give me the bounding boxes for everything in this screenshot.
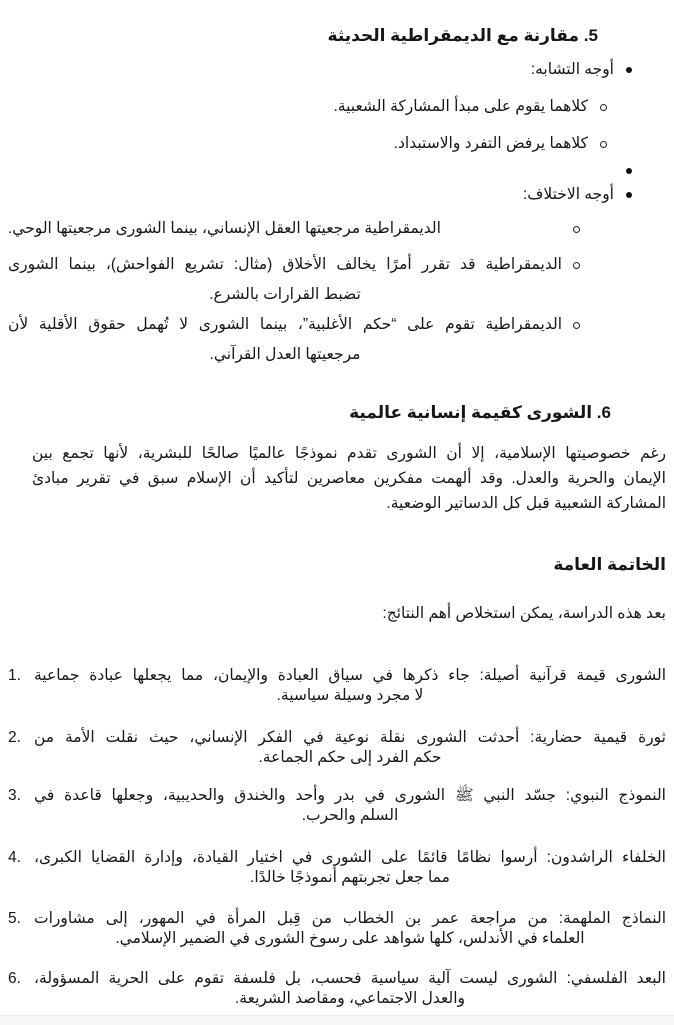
difference-item bbox=[8, 219, 562, 239]
conclusion-intro: بعد هذه الدراسة، يمكن استخلاص أهم النتائج: bbox=[382, 605, 666, 622]
difference-item bbox=[8, 315, 562, 365]
difference-item-line: تضبط القرارات بالشرع. bbox=[209, 286, 361, 303]
conclusion-item-line: البعد الفلسفي: الشورى ليست آلية سياسية فحسب، بل فلسفة تقوم على الحرية المسؤولة، bbox=[34, 970, 666, 987]
similarities-label-row bbox=[531, 60, 632, 80]
item-number: 1. bbox=[8, 667, 21, 684]
section-6-heading: 6. الشورى كقيمة إنسانية عالمية bbox=[349, 403, 611, 422]
conclusion-item bbox=[8, 909, 666, 949]
similarities-label: أوجه التشابه: bbox=[530, 61, 614, 78]
paragraph-line: الإيمان والحرية والعدل. وقد ألهمت مفكرين معاصرين لتأكيد أن الإسلام سبق في تقرير مبادئ bbox=[32, 470, 666, 487]
similarity-item-text: كلاهما يقوم على مبدأ المشاركة الشعبية. bbox=[333, 98, 588, 115]
paragraph-line: المشاركة الشعبية قبل كل الدساتير الوضعية. bbox=[386, 495, 666, 512]
conclusion-item-line: لا مجرد وسيلة سياسية. bbox=[276, 687, 424, 704]
similarity-item bbox=[394, 134, 607, 154]
conclusion-item-line: النموذج النبوي: جسّد النبي ﷺ الشورى في بدر وأحد والخندق والحديبية، وجعلها قاعدة في bbox=[34, 787, 666, 804]
conclusion-item-line: والعدل الاجتماعي، ومقاصد الشريعة. bbox=[234, 990, 466, 1007]
similarity-item-text: كلاهما يرفض التفرد والاستبداد. bbox=[393, 135, 588, 152]
paragraph-line: رغم خصوصيتها الإسلامية، إلا أن الشورى تقدم نموذجًا عالميًا صالحًا للبشرية، لأنها تجمع بين bbox=[32, 445, 666, 462]
item-number: 2. bbox=[8, 729, 21, 746]
bullet-icon bbox=[626, 168, 632, 174]
difference-item-line: الديمقراطية مرجعيتها العقل الإنساني، بينما الشورى مرجعيتها الوحي. bbox=[8, 220, 441, 237]
conclusion-item bbox=[8, 848, 666, 888]
difference-item-line: الديمقراطية تقوم على “حكم الأغلبية”، بينما الشورى لا تُهمل حقوق الأقلية لأن bbox=[8, 316, 562, 333]
difference-item-line: مرجعيتها العدل القرآني. bbox=[209, 346, 361, 363]
circle-bullet-icon bbox=[573, 226, 580, 233]
conclusion-item-line: العلماء في الأندلس، كلها شواهد على رسوخ الشورى في الضمير الإسلامي. bbox=[115, 930, 585, 947]
difference-item-line: الديمقراطية قد تقرر أمرًا يخالف الأخلاق (مثال: تشريع الفواحش)، بينما الشورى bbox=[8, 256, 562, 273]
bullet-icon bbox=[626, 67, 632, 73]
conclusion-item-line: السلم والحرب. bbox=[301, 807, 399, 824]
conclusion-item bbox=[8, 969, 666, 1009]
item-number: 3. bbox=[8, 787, 21, 804]
circle-bullet-icon bbox=[600, 141, 607, 148]
conclusion-item bbox=[8, 786, 666, 826]
empty-bullet-row bbox=[626, 168, 632, 174]
circle-bullet-icon bbox=[600, 104, 607, 111]
conclusion-item-line: الخلفاء الراشدون: أرسوا نظامًا قائمًا على الشورى في اختيار القيادة، وإدارة القضايا الكبرى، bbox=[34, 849, 666, 866]
item-number: 4. bbox=[8, 849, 21, 866]
difference-item bbox=[8, 255, 562, 305]
differences-label: أوجه الاختلاف: bbox=[522, 186, 614, 203]
conclusion-item bbox=[8, 728, 666, 768]
section-5-heading: 5. مقارنة مع الديمقراطية الحديثة bbox=[327, 26, 598, 45]
circle-bullet-icon bbox=[573, 262, 580, 269]
conclusion-item-line: النماذج الملهمة: من مراجعة عمر بن الخطاب من قِبل المرأة في المهور، إلى مشاورات bbox=[34, 910, 666, 927]
differences-label-row bbox=[523, 185, 632, 205]
circle-bullet-icon bbox=[573, 322, 580, 329]
similarity-item bbox=[333, 97, 607, 117]
conclusion-item-line: الشورى قيمة قرآنية أصيلة: جاء ذكرها في سياق العبادة والإيمان، مما يجعلها عبادة جماعية bbox=[34, 667, 666, 684]
conclusion-item-line: مما جعل تجربتهم أنموذجًا خالدًا. bbox=[250, 869, 450, 886]
item-number: 6. bbox=[8, 970, 21, 987]
bullet-icon bbox=[626, 192, 632, 198]
conclusion-item bbox=[8, 666, 666, 706]
item-number: 5. bbox=[8, 910, 21, 927]
conclusion-item-line: حكم الفرد إلى حكم الجماعة. bbox=[258, 749, 442, 766]
conclusion-item-line: ثورة قيمية حضارية: أحدثت الشورى نقلة نوعية في الفكر الإنساني، حيث نقلت الأمة من bbox=[34, 729, 666, 746]
section-6-paragraph bbox=[32, 441, 666, 516]
conclusion-heading: الخاتمة العامة bbox=[553, 555, 666, 574]
